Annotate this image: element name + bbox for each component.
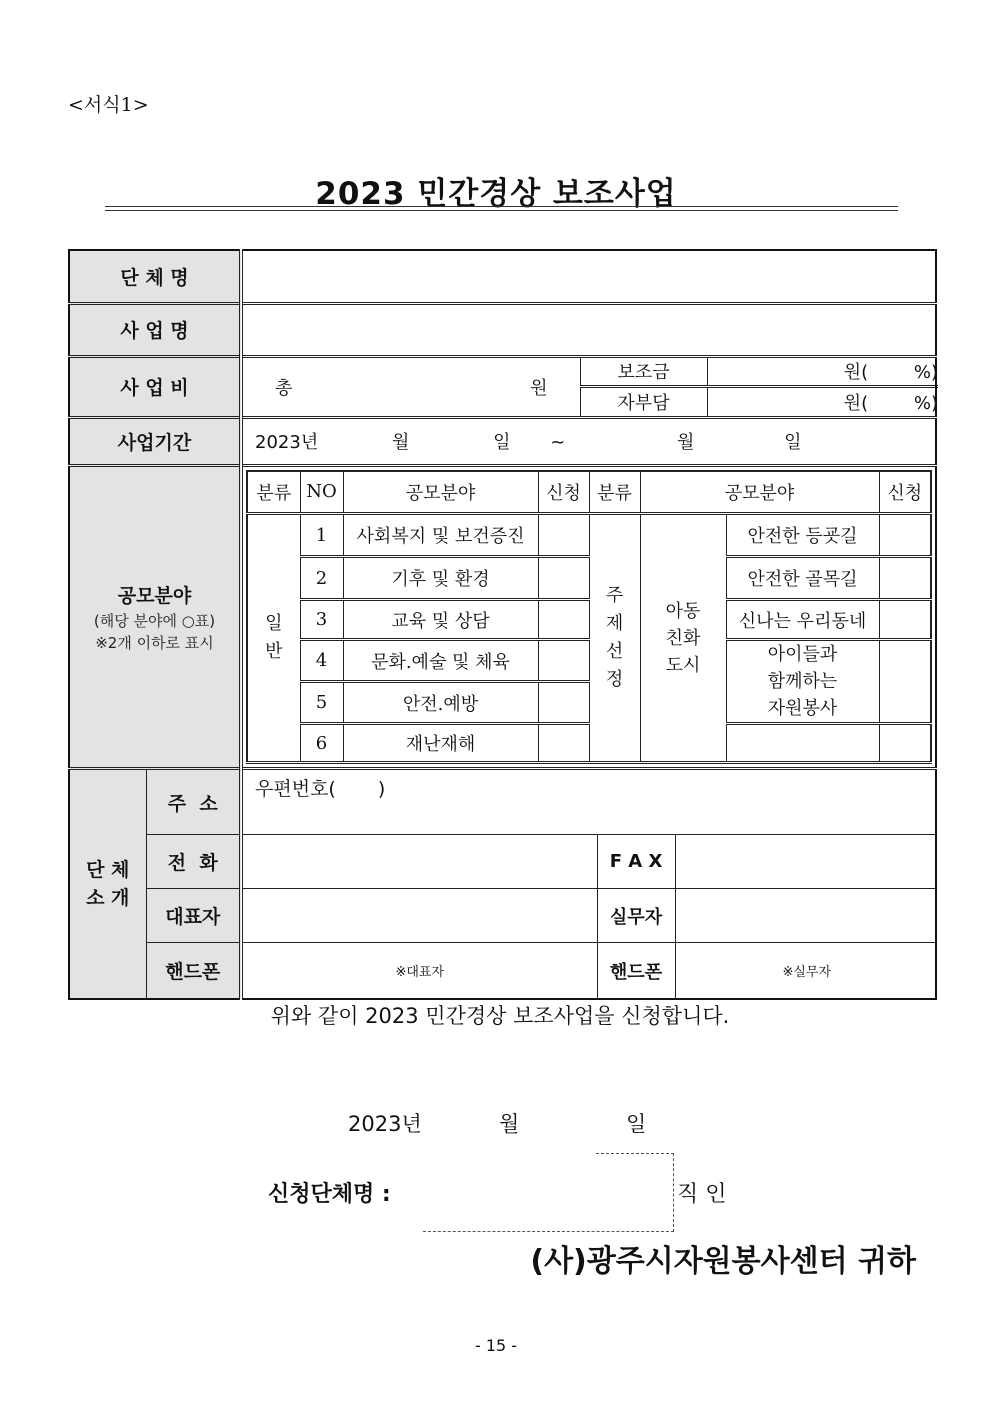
total-won-unit: 원 (530, 377, 548, 399)
project-period-field[interactable] (241, 417, 936, 465)
field-label-cell (69, 465, 241, 769)
field-note-limit: ※2개 이하로 표시 (95, 634, 214, 653)
rep-field[interactable] (243, 889, 597, 942)
theme-field-line: 아이들과 (767, 644, 838, 665)
header-field: 공모분야 (343, 471, 538, 514)
general-category (247, 514, 300, 763)
subsidy-label: 보조금 (580, 358, 707, 387)
staff-mobile-note: ※실무자 (782, 965, 832, 980)
field-name: 재난재해 (343, 724, 538, 763)
apply-checkbox[interactable] (538, 724, 589, 763)
period-tilde: ~ (550, 432, 566, 453)
org-intro-label-1: 단 체 (86, 859, 130, 881)
theme-subcategory (640, 514, 726, 763)
field-no: 5 (300, 682, 343, 724)
period-day: 일 (493, 432, 511, 453)
theme-sub-line: 아동 (665, 600, 701, 622)
header-category-2: 분류 (589, 471, 640, 514)
recipient: (사)광주시자원봉사센터 귀하 (530, 1244, 916, 1279)
self-won-unit: 원( (843, 392, 869, 414)
theme-field-name: 안전한 골목길 (726, 557, 879, 600)
mobile-cell (241, 943, 936, 1000)
field-no: 2 (300, 557, 343, 600)
header-category: 분류 (247, 471, 300, 514)
address-field[interactable] (241, 769, 936, 835)
field-label: 공모분야 (117, 585, 192, 608)
org-name-field[interactable] (241, 250, 936, 303)
header-apply: 신청 (538, 471, 589, 514)
seal-box-top (596, 1153, 674, 1154)
period-day-end: 일 (784, 432, 802, 453)
theme-field-line: 함께하는 (767, 671, 838, 692)
phone-label: 전 화 (146, 835, 241, 889)
apply-checkbox[interactable] (538, 600, 589, 640)
org-intro-label-2: 소 개 (86, 887, 130, 909)
apply-checkbox[interactable] (538, 514, 589, 557)
theme-field-name: 안전한 등굣길 (726, 514, 879, 557)
self-pct-unit: %) (913, 392, 939, 414)
subsidy-field[interactable] (707, 358, 938, 387)
project-period-label: 사업기간 (69, 417, 241, 465)
applicant-label: 신청단체명 : (268, 1182, 391, 1207)
rep-mobile-field[interactable] (243, 943, 597, 998)
rep-mobile-note: ※대표자 (395, 965, 445, 980)
subsidy-won-unit: 원( (843, 362, 869, 384)
field-no: 6 (300, 724, 343, 763)
postal-code-close: ) (377, 778, 386, 800)
field-name: 교육 및 상담 (343, 600, 538, 640)
header-no: NO (300, 471, 343, 514)
field-name: 안전.예방 (343, 682, 538, 724)
apply-checkbox[interactable] (879, 557, 931, 600)
theme-field-volunteer (726, 640, 879, 724)
theme-field-name: 신나는 우리동네 (726, 600, 879, 640)
field-name: 문화.예술 및 체육 (343, 640, 538, 682)
rep-staff-cell (241, 889, 936, 943)
theme-char: 정 (605, 669, 624, 690)
theme-sub-line: 도시 (665, 654, 701, 676)
theme-char: 제 (605, 613, 624, 634)
apply-checkbox[interactable] (879, 640, 931, 724)
field-name: 사회복지 및 보건증진 (343, 514, 538, 557)
total-label: 총 (275, 377, 293, 399)
apply-checkbox[interactable] (538, 557, 589, 600)
page-title: 2023 민간경상 보조사업 (315, 176, 677, 212)
theme-category (589, 514, 640, 763)
total-cost-field[interactable] (243, 358, 580, 416)
project-cost-label: 사 업 비 (69, 356, 241, 417)
apply-checkbox[interactable] (538, 640, 589, 682)
fax-label: F A X (597, 835, 675, 888)
phone-fax-cell (241, 835, 936, 889)
field-note-mark: (해당 분야에 ○표) (93, 612, 216, 631)
sign-year: 2023년 (348, 1112, 422, 1136)
staff-label: 실무자 (597, 889, 675, 942)
seal-label: 직 인 (677, 1182, 727, 1207)
self-pay-field[interactable] (707, 387, 938, 416)
sign-day: 일 (626, 1112, 647, 1136)
apply-checkbox[interactable] (538, 682, 589, 724)
period-year: 2023년 (255, 432, 319, 453)
project-name-field[interactable] (241, 303, 936, 356)
mobile-label: 핸드폰 (146, 943, 241, 1000)
staff-field[interactable] (675, 889, 938, 942)
header-apply-2: 신청 (879, 471, 931, 514)
closing-statement: 위와 같이 2023 민간경상 보조사업을 신청합니다. (270, 1004, 730, 1028)
field-no: 4 (300, 640, 343, 682)
general-char-1: 일 (265, 613, 283, 634)
org-name-label: 단 체 명 (69, 250, 241, 303)
theme-char: 주 (605, 585, 624, 606)
sign-month: 월 (499, 1112, 520, 1136)
page-number: - 15 - (474, 1336, 518, 1355)
field-selection-table (246, 470, 932, 765)
staff-mobile-field[interactable] (675, 943, 938, 998)
field-no: 1 (300, 514, 343, 557)
form-label: <서식1> (68, 94, 149, 116)
field-no: 3 (300, 600, 343, 640)
address-label: 주 소 (146, 769, 241, 835)
project-name-label: 사 업 명 (69, 303, 241, 356)
period-month-end: 월 (677, 432, 695, 453)
field-selection-cell (241, 465, 936, 769)
postal-code-label: 우편번호( (255, 778, 336, 800)
apply-checkbox[interactable] (879, 600, 931, 640)
theme-sub-line: 친화 (665, 627, 701, 649)
self-pay-label: 자부담 (580, 387, 707, 416)
field-name: 기후 및 환경 (343, 557, 538, 600)
title-underline (105, 206, 898, 211)
project-cost-cell (241, 356, 939, 417)
apply-checkbox[interactable] (879, 514, 931, 557)
header-field-2: 공모분야 (640, 471, 879, 514)
fax-field[interactable] (675, 835, 938, 888)
phone-field[interactable] (243, 835, 597, 888)
period-month: 월 (391, 432, 410, 453)
theme-field-line: 자원봉사 (767, 698, 838, 719)
applicant-name-field[interactable] (423, 1153, 674, 1232)
application-form-table (68, 249, 937, 1000)
general-char-2: 반 (265, 641, 283, 662)
org-intro-label (69, 769, 146, 1000)
apply-checkbox[interactable] (879, 724, 931, 763)
rep-label: 대표자 (146, 889, 241, 943)
theme-field-empty (726, 724, 879, 763)
theme-char: 선 (605, 641, 624, 662)
staff-mobile-label: 핸드폰 (597, 943, 675, 998)
subsidy-pct-unit: %) (913, 362, 939, 384)
